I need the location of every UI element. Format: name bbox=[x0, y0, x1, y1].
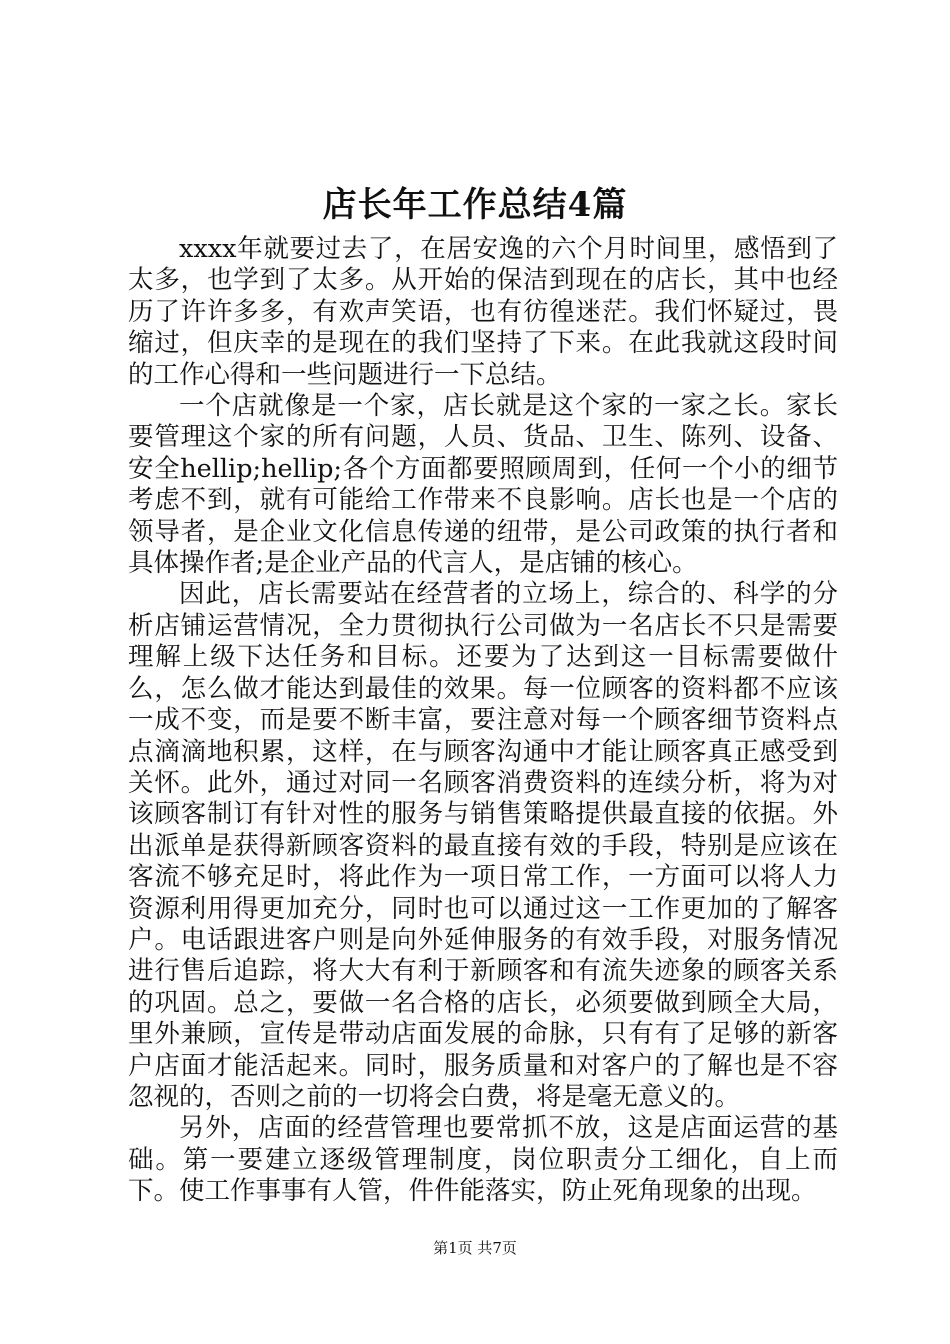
page-title: 店长年工作总结4篇 bbox=[322, 185, 628, 225]
paragraph-4: 另外，店面的经营管理也要常抓不放，这是店面运营的基础。第一要建立逐级管理制度，岗位职责分工细化，自上而下。使工作事事有人管，件件能落实，防止死角现象的出现。 bbox=[128, 1113, 838, 1207]
page-number: 第1页 共7页 bbox=[433, 1239, 517, 1257]
paragraph-2: 一个店就像是一个家，店长就是这个家的一家之长。家长要管理这个家的所有问题，人员、货品、卫生、陈列、设备、安全hellip;hellip;各个方面都要照顾周到，任何一个小的细节考虑不到，就有可能给工作带来不良影响。店长也是一个店的领导者，是企业文化信息传递的纽带，是公司政策的执行者和具体操作者;是企业产品的代言人，是店铺的核心。 bbox=[128, 391, 838, 579]
paragraph-3: 因此，店长需要站在经营者的立场上，综合的、科学的分析店铺运营情况，全力贯彻执行公司做为一名店长不只是需要理解上级下达任务和目标。还要为了达到这一目标需要做什么，怎么做才能达到最佳的效果。每一位顾客的资料都不应该一成不变，而是要不断丰富，要注意对每一个顾客细节资料点点滴滴地积累，这样，在与顾客沟通中才能让顾客真正感受到关怀。此外，通过对同一名顾客消费资料的连续分析，将为对该顾客制订有针对性的服务与销售策略提供最直接的依据。外出派单是获得新顾客资料的最直接有效的手段，特别是应该在客流不够充足时，将此作为一项日常工作，一方面可以将人力资源利用得更加充分，同时也可以通过这一工作更加的了解客户。电话跟进客户则是向外延伸服务的有效手段，对服务情况进行售后追踪，将大大有利于新顾客和有流失迹象的顾客关系的巩固。总之，要做一名合格的店长，必须要做到顾全大局，里外兼顾，宣传是带动店面发展的命脉，只有有了足够的新客户店面才能活起来。同时，服务质量和对客户的了解也是不容忽视的，否则之前的一切将会白费，将是毫无意义的。 bbox=[128, 579, 838, 1112]
document-body bbox=[128, 234, 838, 1208]
paragraph-1: xxxx年就要过去了，在居安逸的六个月时间里，感悟到了太多，也学到了太多。从开始的保洁到现在的店长，其中也经历了许许多多，有欢声笑语，也有彷徨迷茫。我们怀疑过，畏缩过，但庆幸的是现在的我们坚持了下来。在此我就这段时间的工作心得和一些问题进行一下总结。 bbox=[128, 234, 838, 390]
page-footer bbox=[0, 1238, 950, 1258]
